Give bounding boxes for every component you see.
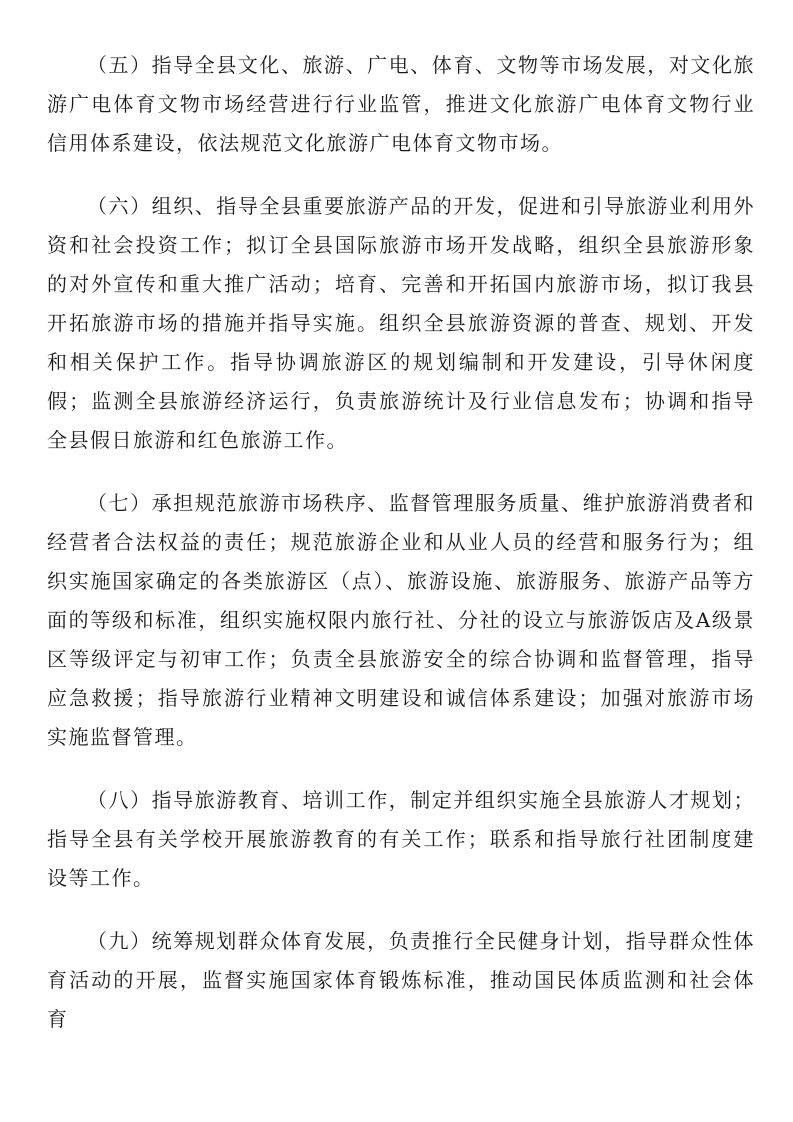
- paragraph-7: （七）承担规范旅游市场秩序、监督管理服务质量、维护旅游消费者和经营者合法权益的责任；规范旅游企业和从业人员的经营和服务行为；组织实施国家确定的各类旅游区（点）、旅游设施、旅游服务、旅游产品等方面的等级和标准，组织实施权限内旅行社、分社的设立与旅游饭店及A级景区等级评定与初审工作；负责全县旅游安全的综合协调和监督管理，指导应急救援；指导旅游行业精神文明建设和诚信体系建设；加强对旅游市场实施监督管理。: [47, 491, 755, 749]
- paragraph-6: （六）组织、指导全县重要旅游产品的开发，促进和引导旅游业利用外资和社会投资工作；拟订全县国际旅游市场开发战略，组织全县旅游形象的对外宣传和重大推广活动；培育、完善和开拓国内旅游市场，拟订我县开拓旅游市场的措施并指导实施。组织全县旅游资源的普查、规划、开发和相关保护工作。指导协调旅游区的规划编制和开发建设，引导休闲度假；监测全县旅游经济运行，负责旅游统计及行业信息发布；协调和指导全县假日旅游和红色旅游工作。: [47, 194, 755, 452]
- paragraph-8: （八）指导旅游教育、培训工作，制定并组织实施全县旅游人才规划；指导全县有关学校开展旅游教育的有关工作；联系和指导旅行社团制度建设等工作。: [47, 788, 755, 890]
- paragraph-5: （五）指导全县文化、旅游、广电、体育、文物等市场发展，对文化旅游广电体育文物市场经营进行行业监管，推进文化旅游广电体育文物行业信用体系建设，依法规范文化旅游广电体育文物市场。: [47, 53, 755, 155]
- paragraph-9: （九）统筹规划群众体育发展，负责推行全民健身计划，指导群众性体育活动的开展，监督实施国家体育锻炼标准，推动国民体质监测和社会体育: [47, 929, 755, 1031]
- document-page: [47, 46, 755, 1063]
